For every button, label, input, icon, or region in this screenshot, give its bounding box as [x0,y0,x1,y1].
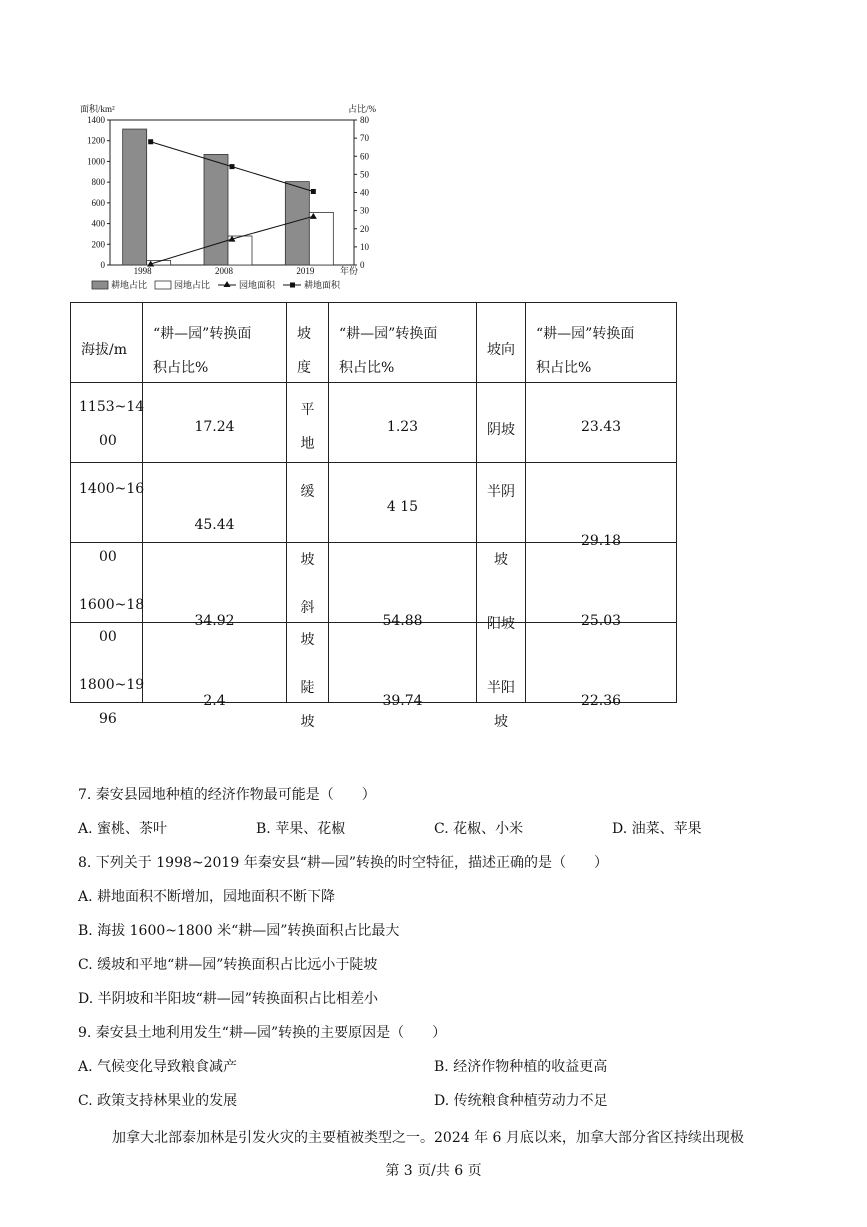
bar-cropland-ratio [204,154,228,265]
q9-stem: 9. 秦安县土地利用发生“耕—园”转换的主要原因是（ ） [78,1025,447,1041]
value-cell [143,463,287,543]
legend-label: 耕地面积 [304,280,341,290]
hdr-line: 坡 [297,326,311,342]
hdr-line: 度 [297,360,311,376]
right-tick-label: 80 [360,115,369,125]
value-text: 1.23 [386,419,419,435]
right-tick-label: 70 [360,133,369,144]
value-text: 23.43 [580,419,622,435]
slope-text: 坡 [300,714,315,730]
alt-text: 1400~16 [79,481,145,497]
alt-text: 00 [99,433,117,449]
value-text: 45.44 [194,517,235,533]
header-alt-ratio-text [153,317,251,385]
q7-stem: 7. 秦安县园地种植的经济作物最可能是（ ） [78,787,376,803]
left-tick-label: 400 [91,218,105,229]
value-cell [526,383,677,463]
left-tick-label: 0 [100,260,105,270]
aspect-text: 坡 [494,714,508,730]
aspect-cell [477,623,526,730]
slope-cell [287,463,329,543]
left-tick-label: 1400 [87,115,105,125]
slope-text: 陡 [300,680,315,696]
bar-series [123,129,334,265]
hdr-line: “耕—园”转换面 [536,326,635,342]
header-aspect [477,303,526,383]
legend-square-marker [290,283,295,288]
right-tick-label: 40 [360,187,369,198]
x-axis-categories [134,266,315,276]
value-text: 54.88 [382,613,423,629]
legend-triangle-marker [224,281,231,287]
aspect-cell [477,383,526,463]
q8-option-b: B. 海拔 1600~1800 米“耕—园”转换面积占比最大 [78,923,400,939]
aspect-text: 阴坡 [487,422,515,438]
land-use-chart [78,98,378,298]
chart-legend [92,279,341,290]
header-aspect-ratio-text [536,317,634,385]
legend-swatch [155,281,171,289]
square-marker [148,139,153,144]
header-aspect-text: 坡向 [487,342,515,358]
table-row [71,463,677,543]
header-slope-text [297,317,311,385]
alt-cell [71,383,143,463]
alt-text: 00 [99,549,117,565]
aspect-text: 半阴 [487,484,515,500]
value-text: 34.92 [194,613,235,629]
right-tick-label: 30 [360,205,369,216]
value-text: 22.36 [580,693,622,709]
q9-option-a: A. 气候变化导致粮食减产 [78,1059,238,1075]
conversion-table [70,302,677,730]
legend-label: 园地面积 [239,280,276,290]
q9-option-b: B. 经济作物种植的收益更高 [434,1059,608,1075]
aspect-text: 阳坡 [487,616,515,632]
q8-stem: 8. 下列关于 1998~2019 年秦安县“耕—园”转换的时空特征，描述正确的是（ ） [78,855,609,871]
left-tick-label: 200 [91,239,105,250]
q9-option-c: C. 政策支持林果业的发展 [78,1093,238,1109]
aspect-cell [477,463,526,543]
slope-cell [287,543,329,623]
alt-text: 1600~18 [79,597,145,613]
right-tick-label: 60 [360,151,369,162]
x-category-label: 2019 [296,266,315,276]
aspect-text: 坡 [494,552,508,568]
slope-text: 缓 [300,484,315,500]
header-altitude-text: 海拔/m [81,342,127,358]
slope-cell [287,383,329,463]
legend-swatch [92,281,108,289]
header-slope-ratio-text [339,317,437,385]
value-cell [329,383,477,463]
value-cell [143,623,287,709]
alt-cell [71,463,143,543]
table-header-row [71,303,677,383]
table-row [71,543,677,623]
q9-option-d: D. 传统粮食种植劳动力不足 [434,1093,608,1109]
square-marker [230,164,235,169]
value-text: 25.03 [580,613,622,629]
value-cell [526,463,677,549]
value-text: 17.24 [194,419,235,435]
value-text: 4 15 [386,499,419,515]
legend-label: 园地占比 [174,280,211,290]
header-slope-ratio [329,303,477,383]
right-axis-label: 占比/% [348,104,376,114]
left-tick-label: 1000 [87,156,105,167]
aspect-text: 半阳 [487,680,515,696]
header-alt-ratio [143,303,287,383]
right-axis-ticks [354,115,370,270]
left-axis-label: 面积/km² [80,104,115,114]
value-cell [143,543,287,629]
q7-option-b: B. 苹果、花椒 [256,821,346,837]
slope-cell [287,623,329,730]
value-text: 39.74 [382,693,423,709]
slope-text: 地 [300,436,315,452]
header-slope [287,303,329,383]
slope-text: 坡 [300,632,315,648]
value-text: 29.18 [580,533,622,549]
hdr-line: 积占比% [339,360,395,376]
hdr-line: “耕—园”转换面 [153,326,252,342]
left-tick-label: 800 [91,177,105,188]
x-category-label: 2008 [215,266,233,276]
right-tick-label: 0 [360,260,365,270]
value-cell [329,543,477,629]
value-cell [526,543,677,629]
alt-text: 1153~14 [79,399,145,415]
header-aspect-ratio [526,303,677,383]
value-cell [143,383,287,463]
table-row [71,383,677,463]
x-axis-label: 年份 [340,266,359,276]
bar-orchard-ratio [309,212,333,265]
right-tick-label: 20 [360,223,369,234]
q7-option-d: D. 油菜、苹果 [612,821,702,837]
page-footer: 第 3 页/共 6 页 [385,1163,482,1179]
hdr-line: 积占比% [153,360,209,376]
table-row [71,623,677,703]
slope-text: 平 [300,402,315,418]
q8-option-d: D. 半阴坡和半阳坡“耕—园”转换面积占比相差小 [78,991,378,1007]
value-cell [329,463,477,543]
alt-cell [71,543,143,623]
left-axis-ticks [87,115,110,270]
value-text: 2.4 [203,693,226,709]
bar-cropland-ratio [123,129,147,265]
value-cell [329,623,477,709]
hdr-line: 积占比% [536,360,592,376]
passage-text: 加拿大北部泰加林是引发火灾的主要植被类型之一。2024 年 6 月底以来，加拿大部分省区持续出现极 [112,1130,744,1146]
legend-label: 耕地占比 [111,280,148,290]
right-tick-label: 50 [360,169,369,180]
slope-text: 斜 [300,600,315,616]
value-cell [526,623,677,709]
alt-text: 1800~19 [79,677,145,693]
left-tick-label: 600 [91,197,105,208]
right-tick-label: 10 [360,241,369,252]
x-category-label: 1998 [133,266,152,276]
hdr-line: “耕—园”转换面 [339,326,438,342]
slope-text: 坡 [300,552,315,568]
q8-option-a: A. 耕地面积不断增加，园地面积不断下降 [78,889,336,905]
header-altitude [71,303,143,383]
alt-cell [71,623,145,727]
q7-option-a: A. 蜜桃、茶叶 [78,821,168,837]
alt-text: 96 [99,711,117,727]
q7-option-c: C. 花椒、小米 [434,821,524,837]
aspect-cell [477,543,526,632]
square-marker [311,189,316,194]
left-tick-label: 1200 [87,135,105,146]
q8-option-c: C. 缓坡和平地“耕—园”转换面积占比远小于陡坡 [78,957,378,973]
alt-text: 00 [99,629,117,645]
